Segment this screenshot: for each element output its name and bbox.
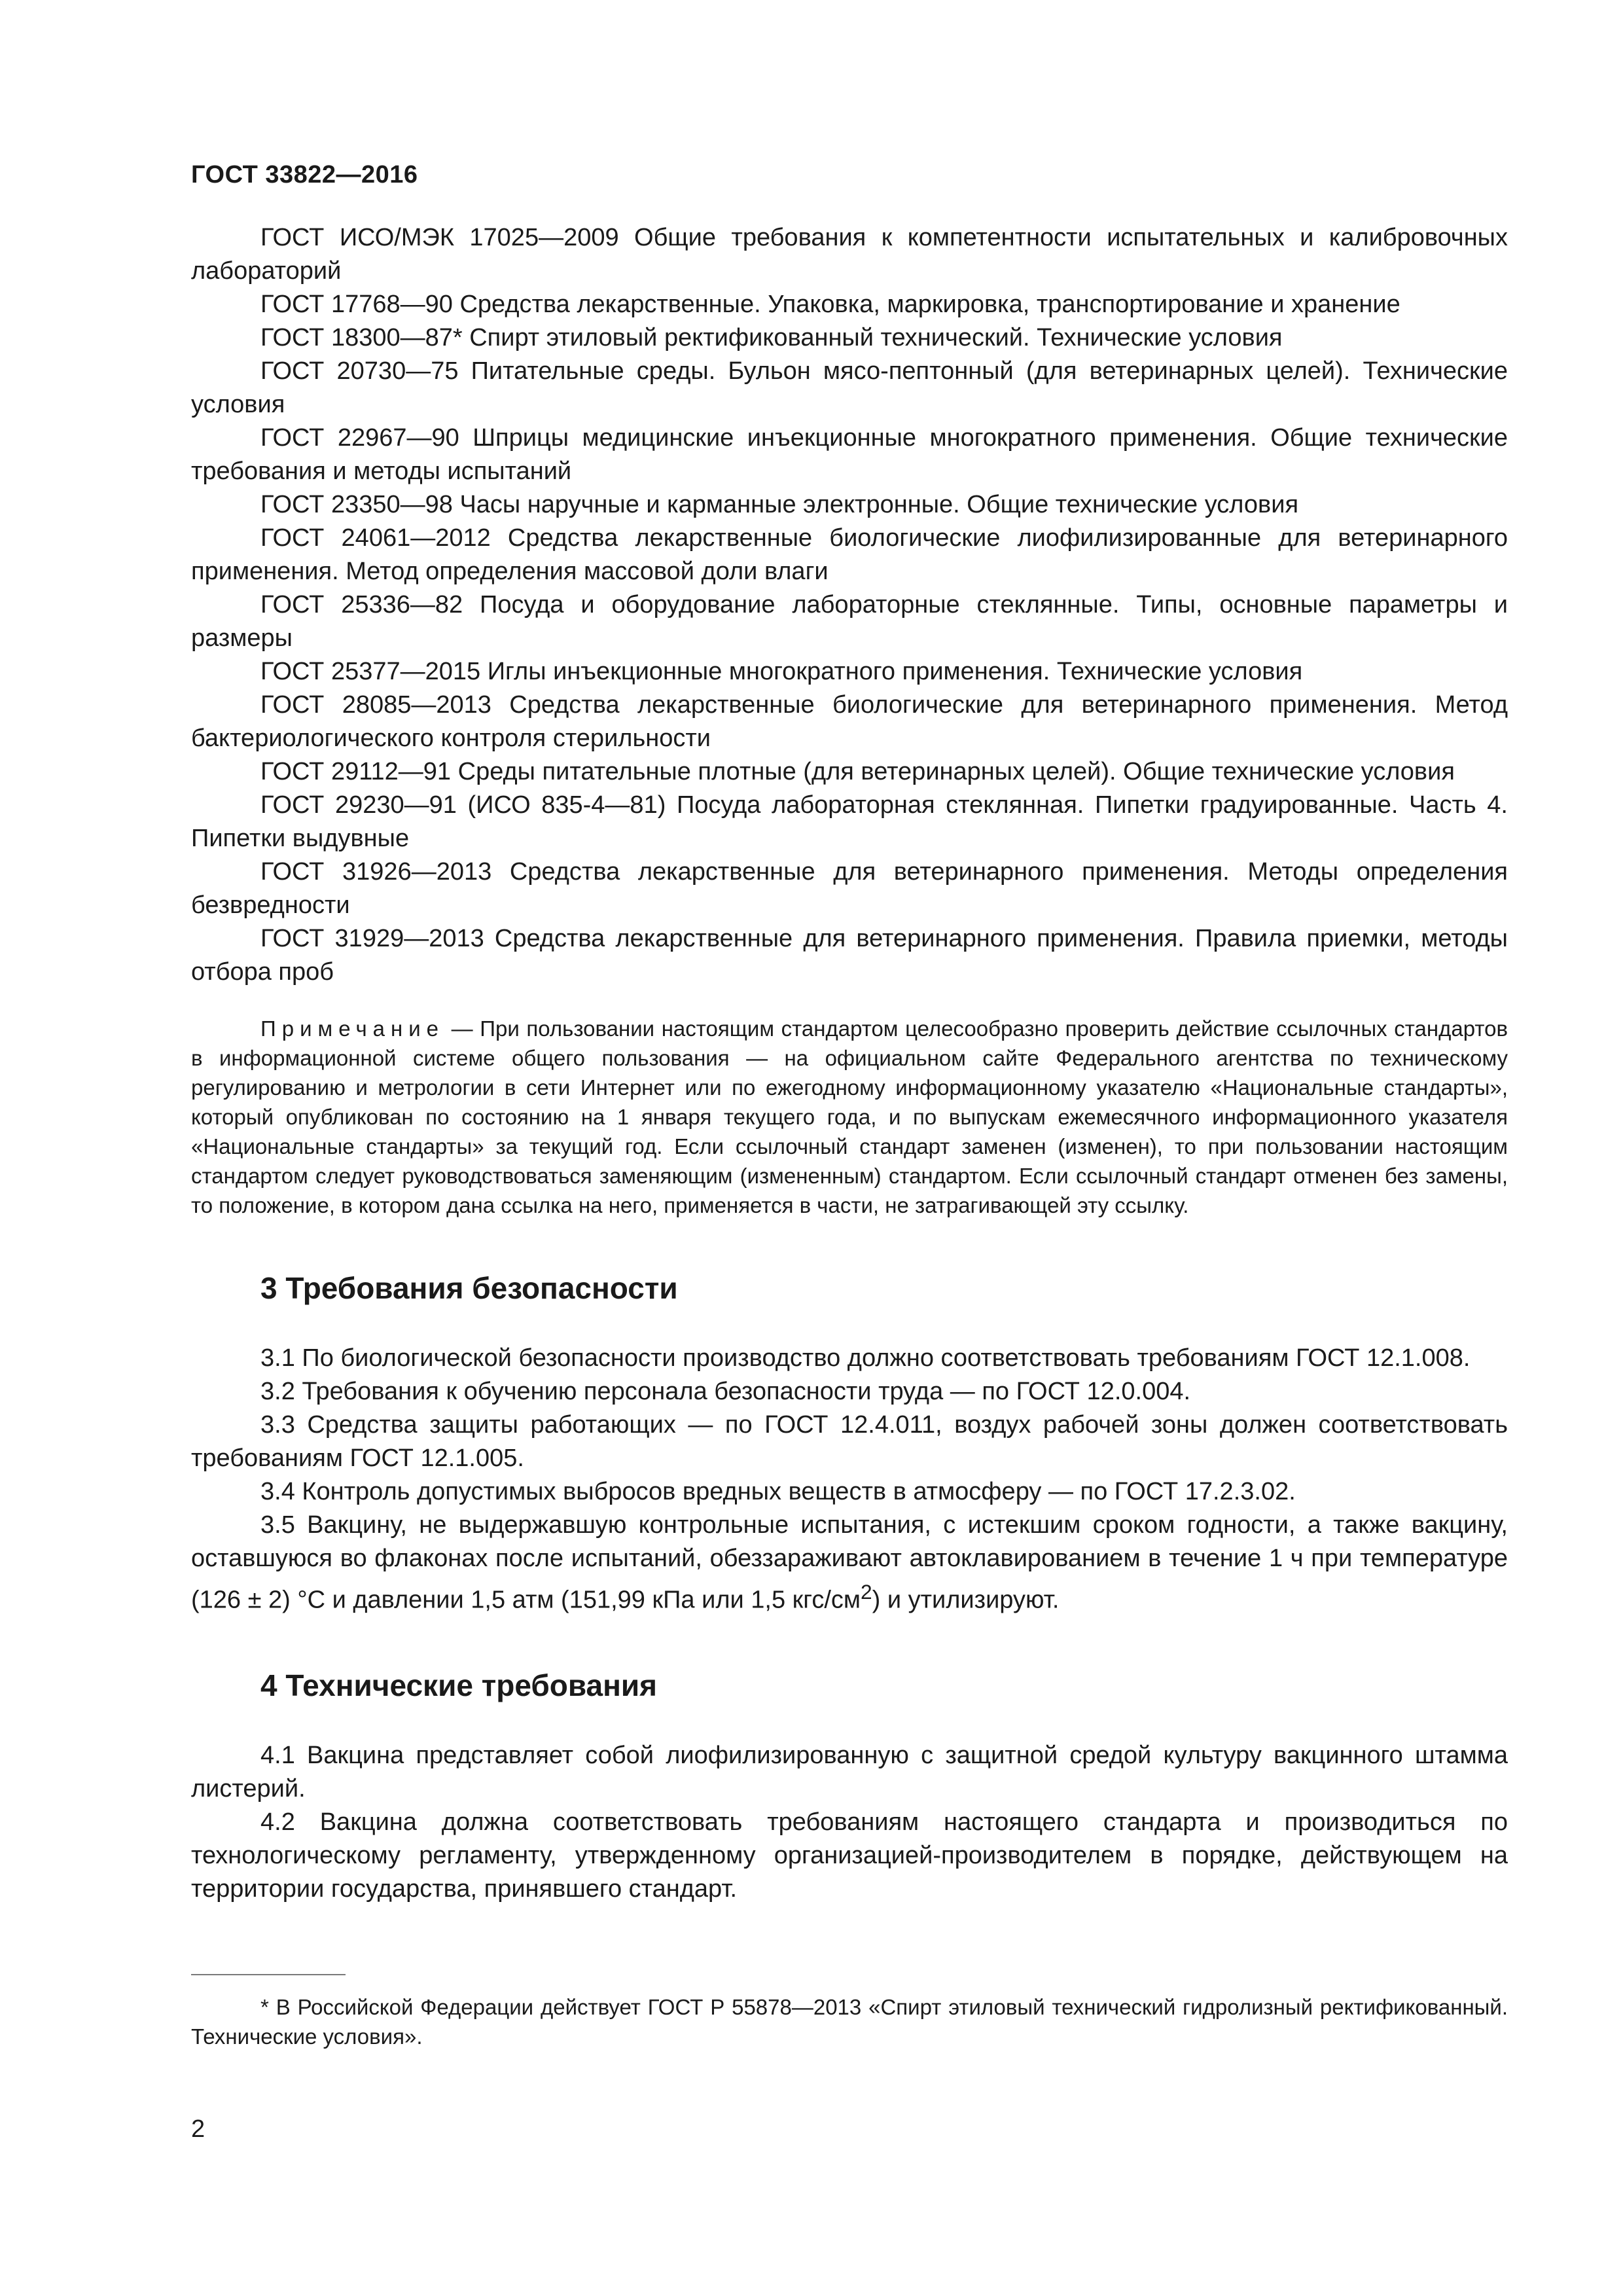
reference-item: ГОСТ 31929—2013 Средства лекарственные для ветеринарного применения. Правила приемки, методы отбора проб bbox=[191, 925, 1508, 986]
reference-item: ГОСТ ИСО/МЭК 17025—2009 Общие требования к компетентности испытательных и калибровочных лабораторий bbox=[191, 224, 1508, 285]
reference-item: ГОСТ 25336—82 Посуда и оборудование лабораторные стеклянные. Типы, основные параметры и размеры bbox=[191, 591, 1508, 652]
section-3-body bbox=[191, 1342, 1508, 1617]
clause-3-5-superscript: 2 bbox=[861, 1580, 872, 1604]
clause-3-1: 3.1 По биологической безопасности производство должно соответствовать требованиям ГОСТ 12.1.008. bbox=[260, 1344, 1471, 1372]
reference-item: ГОСТ 23350—98 Часы наручные и карманные электронные. Общие технические условия bbox=[260, 491, 1299, 518]
reference-item: ГОСТ 17768—90 Средства лекарственные. Упаковка, маркировка, транспортирование и хранение bbox=[260, 291, 1400, 318]
footnote: * В Российской Федерации действует ГОСТ Р 55878—2013 «Спирт этиловый технический гидролизный ректификованный. Технические условия». bbox=[191, 1995, 1508, 2049]
note-text: — При пользовании настоящим стандартом целесообразно проверить действие ссылочных стандартов в информационной системе общего пользования — на официальном сайте Федерального агентства по техническому регулированию и метрологии в сети Интернет или по ежегодному информационному указателю «Национальные стандарты», который опубликован по состоянию на 1 января текущего года, и по выпускам ежемесячного информационного указателя «Национальные стандарты» за текущий год. Если ссылочный стандарт заменен (изменен), то при пользовании настоящим стандартом следует руководствоваться заменяющим (измененным) стандартом. Если ссылочный стандарт отменен без замены, то положение, в котором дана ссылка на него, применяется в части, не затрагивающей эту ссылку. bbox=[191, 1016, 1508, 1217]
clause-4-1: 4.1 Вакцина представляет собой лиофилизированную с защитной средой культуру вакцинного штамма листерий. bbox=[191, 1741, 1508, 1803]
section-4-body bbox=[191, 1739, 1508, 1906]
note-paragraph bbox=[191, 1014, 1508, 1220]
clause-3-4: 3.4 Контроль допустимых выбросов вредных веществ в атмосферу — по ГОСТ 17.2.3.02. bbox=[260, 1478, 1296, 1505]
clause-3-2: 3.2 Требования к обучению персонала безопасности труда — по ГОСТ 12.0.004. bbox=[260, 1378, 1191, 1405]
reference-item: ГОСТ 22967—90 Шприцы медицинские инъекционные многократного применения. Общие технические требования и методы испытаний bbox=[191, 424, 1508, 485]
reference-item: ГОСТ 29230—91 (ИСО 835-4—81) Посуда лабораторная стеклянная. Пипетки градуированные. Часть 4. Пипетки выдувные bbox=[191, 791, 1508, 852]
reference-item: ГОСТ 31926—2013 Средства лекарственные для ветеринарного применения. Методы определения безвредности bbox=[191, 858, 1508, 919]
footnote-area bbox=[191, 1974, 1508, 2051]
section-3-title: 3 Требования безопасности bbox=[260, 1271, 678, 1305]
page-number: 2 bbox=[191, 2115, 205, 2143]
reference-item: ГОСТ 18300—87* Спирт этиловый ректификованный технический. Технические условия bbox=[260, 324, 1283, 351]
footnote-divider bbox=[191, 1974, 346, 1975]
reference-item: ГОСТ 24061—2012 Средства лекарственные биологические лиофилизированные для ветеринарного применения. Метод определения массовой доли влаги bbox=[191, 524, 1508, 585]
reference-item: ГОСТ 20730—75 Питательные среды. Бульон мясо-пептонный (для ветеринарных целей). Технические условия bbox=[191, 357, 1508, 418]
reference-item: ГОСТ 25377—2015 Иглы инъекционные многократного применения. Технические условия bbox=[260, 658, 1303, 685]
clause-3-5 bbox=[191, 1509, 1508, 1617]
document-header: ГОСТ 33822—2016 bbox=[191, 161, 418, 188]
section-4-title: 4 Технические требования bbox=[260, 1668, 657, 1702]
clause-3-5-end: ) и утилизируют. bbox=[872, 1586, 1060, 1614]
page-content bbox=[191, 221, 1508, 1906]
clause-3-3: 3.3 Средства защиты работающих — по ГОСТ 12.4.011, воздух рабочей зоны должен соответствовать требованиям ГОСТ 12.1.005. bbox=[191, 1411, 1508, 1472]
note-label: Примечание bbox=[260, 1016, 445, 1041]
reference-item: ГОСТ 29112—91 Среды питательные плотные (для ветеринарных целей). Общие технические условия bbox=[260, 758, 1455, 785]
normative-references bbox=[191, 221, 1508, 989]
reference-item: ГОСТ 28085—2013 Средства лекарственные биологические для ветеринарного применения. Метод бактериологического контроля стерильности bbox=[191, 691, 1508, 752]
clause-4-2: 4.2 Вакцина должна соответствовать требованиям настоящего стандарта и производиться по технологическому регламенту, утвержденному организацией-производителем в порядке, действующем на территории государства, принявшего стандарт. bbox=[191, 1808, 1508, 1903]
clause-3-5-main: 3.5 Вакцину, не выдержавшую контрольные испытания, с истекшим сроком годности, а также вакцину, оставшуюся во флаконах после испытаний, обеззараживают автоклавированием в течение 1 ч при температуре (126 ± 2) °С и давлении 1,5 атм (151,99 кПа или 1,5 кгс/см bbox=[191, 1511, 1508, 1614]
